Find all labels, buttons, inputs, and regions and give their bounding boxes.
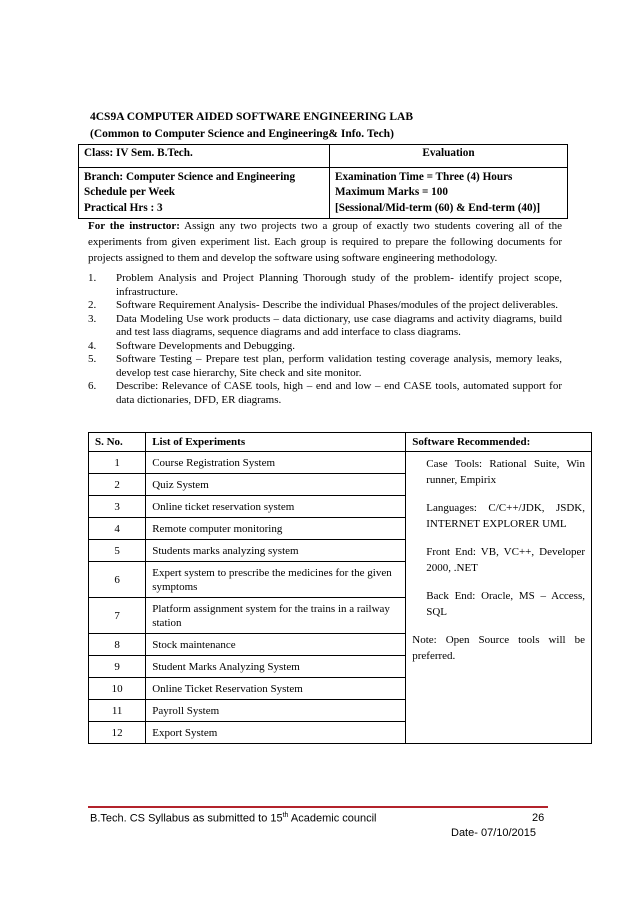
row-number: 7 bbox=[89, 598, 146, 634]
marks-split-text: [Sessional/Mid-term (60) & End-term (40)] bbox=[335, 201, 541, 214]
step-text: Problem Analysis and Project Planning Thorough study of the problem- identify project scope, infrastructure. bbox=[116, 272, 562, 298]
row-number: 4 bbox=[89, 518, 146, 540]
row-number: 8 bbox=[89, 634, 146, 656]
row-number: 6 bbox=[89, 562, 146, 598]
footer-caption-suffix: Academic council bbox=[288, 812, 377, 825]
note-text: Note: Open Source tools will be preferred. bbox=[412, 634, 585, 662]
step-text: Software Developments and Debugging. bbox=[116, 339, 296, 352]
experiment-name: Course Registration System bbox=[146, 452, 406, 474]
schedule-text: Schedule per Week bbox=[84, 186, 175, 199]
instructor-note bbox=[88, 218, 562, 266]
instructor-text: Assign any two projects two a group of exactly two students covering all of the experiments from given experiment list. Each group is required to prepare the following documents for projects assigned to them and develop the software using software engineering methodology. bbox=[88, 220, 562, 264]
experiment-name: Students marks analyzing system bbox=[146, 540, 406, 562]
step-text: Data Modeling Use work products – data dictionary, use case diagrams and activity diagrams, build and test lass diagrams, sequence diagrams and add interface to class diagrams. bbox=[116, 312, 562, 338]
lab-title: 4CS9A COMPUTER AIDED SOFTWARE ENGINEERING LAB bbox=[90, 111, 414, 123]
exam-cell bbox=[330, 168, 568, 219]
footer-caption-prefix: B.Tech. CS Syllabus as submitted to 15 bbox=[90, 812, 283, 825]
row-number: 2 bbox=[89, 474, 146, 496]
experiment-name: Online Ticket Reservation System bbox=[146, 678, 406, 700]
max-marks-text: Maximum Marks = 100 bbox=[335, 186, 448, 199]
instructor-label: For the instructor: bbox=[88, 220, 180, 232]
row-number: 3 bbox=[89, 496, 146, 518]
step-number: 1. bbox=[88, 272, 97, 284]
steps-list bbox=[88, 272, 562, 407]
step-number: 6. bbox=[88, 380, 97, 392]
footer-date: Date- 07/10/2015 bbox=[451, 827, 537, 839]
evaluation-cell bbox=[330, 145, 568, 168]
info-table bbox=[78, 144, 568, 219]
experiment-name: Remote computer monitoring bbox=[146, 518, 406, 540]
row-number: 1 bbox=[89, 452, 146, 474]
footer-rule bbox=[88, 806, 548, 808]
list-item bbox=[88, 340, 562, 354]
software-header: Software Recommended: bbox=[406, 433, 592, 452]
lab-subtitle: (Common to Computer Science and Engineering& Info. Tech) bbox=[90, 128, 394, 140]
experiment-name: Expert system to prescribe the medicines for the given symptoms bbox=[146, 562, 406, 598]
sno-header: S. No. bbox=[89, 433, 146, 452]
step-number: 2. bbox=[88, 299, 97, 311]
experiment-name: Stock maintenance bbox=[146, 634, 406, 656]
evaluation-label: Evaluation bbox=[422, 147, 475, 159]
footer-caption bbox=[90, 812, 377, 825]
row-number: 10 bbox=[89, 678, 146, 700]
page-number: 26 bbox=[532, 812, 545, 824]
experiments-table bbox=[88, 432, 592, 744]
class-label: Class: IV Sem. B.Tech. bbox=[84, 147, 193, 159]
list-item bbox=[88, 353, 562, 380]
row-number: 9 bbox=[89, 656, 146, 678]
experiment-name: Export System bbox=[146, 722, 406, 744]
step-number: 3. bbox=[88, 312, 97, 325]
footer-caption-sup: th bbox=[282, 812, 289, 819]
table-row bbox=[89, 452, 592, 474]
case-tools-text: Case Tools: Rational Suite, Win runner, Empirix bbox=[426, 458, 585, 486]
experiments-header: List of Experiments bbox=[146, 433, 406, 452]
experiment-name: Platform assignment system for the trains in a railway station bbox=[146, 598, 406, 634]
practical-text: Practical Hrs : 3 bbox=[84, 201, 163, 214]
back-end-text: Back End: Oracle, MS – Access, SQL bbox=[426, 590, 585, 618]
exam-time-text: Examination Time = Three (4) Hours bbox=[335, 171, 513, 183]
class-cell bbox=[79, 145, 330, 168]
row-number: 12 bbox=[89, 722, 146, 744]
list-item bbox=[88, 313, 562, 340]
software-cell bbox=[406, 452, 592, 744]
step-text: Describe: Relevance of CASE tools, high – end and low – end CASE tools, automated support for data dictionaries, DFD, ER diagrams. bbox=[116, 380, 562, 406]
step-number: 4. bbox=[88, 339, 97, 352]
languages-text: Languages: C/C++/JDK, JSDK, INTERNET EXPLORER UML bbox=[426, 502, 585, 530]
branch-text: Branch: Computer Science and Engineering bbox=[84, 171, 296, 183]
experiment-name: Student Marks Analyzing System bbox=[146, 656, 406, 678]
branch-cell bbox=[79, 168, 330, 219]
row-number: 5 bbox=[89, 540, 146, 562]
list-item bbox=[88, 380, 562, 407]
step-number: 5. bbox=[88, 353, 97, 365]
experiment-name: Online ticket reservation system bbox=[146, 496, 406, 518]
experiment-name: Payroll System bbox=[146, 700, 406, 722]
list-item bbox=[88, 299, 562, 313]
front-end-text: Front End: VB, VC++, Developer 2000, .NET bbox=[426, 546, 585, 574]
experiment-name: Quiz System bbox=[146, 474, 406, 496]
list-item bbox=[88, 272, 562, 299]
row-number: 11 bbox=[89, 700, 146, 722]
step-text: Software Testing – Prepare test plan, perform validation testing coverage analysis, memory leaks, develop test case hierarchy, Site check and site monitor. bbox=[116, 353, 562, 379]
step-text: Software Requirement Analysis- Describe the individual Phases/modules of the project deliverables. bbox=[116, 299, 559, 311]
